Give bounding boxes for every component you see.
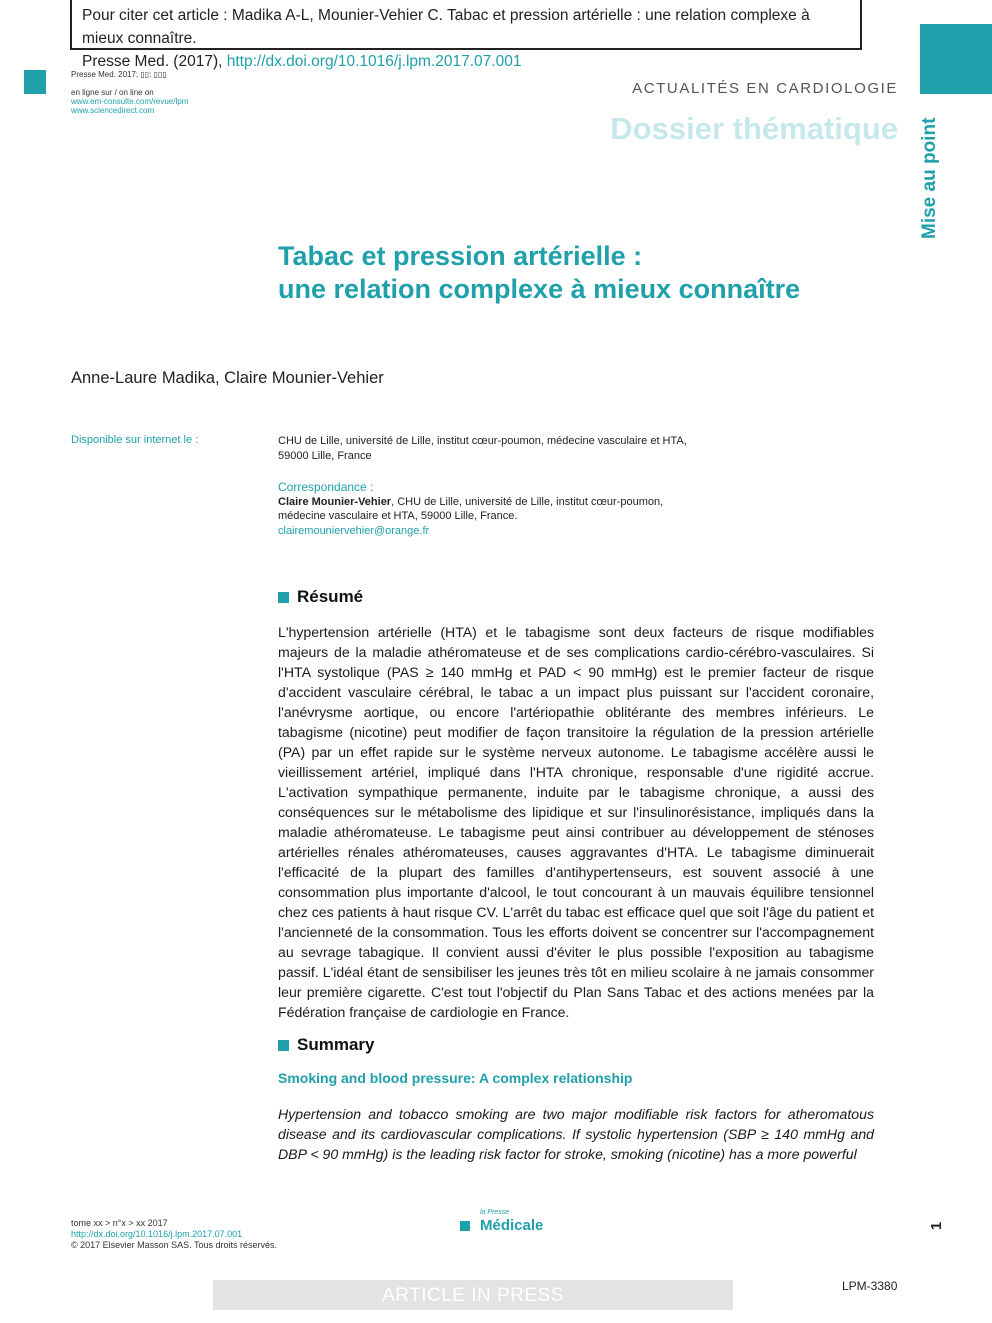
correspondence-address: , CHU de Lille, université de Lille, institut cœur-poumon, <box>391 495 664 508</box>
resume-text: L'hypertension artérielle (HTA) et le tabagisme sont deux facteurs de risque modifiables majeurs de la maladie athéromateuse et de ses complications cardio-cérébro-vasculaires. Si l'HTA systolique (PAS ≥ 140 mmHg et PAD < 90 mmHg) est le premier facteur de risque d'accident vasculaire cérébral, le tabac a un impact plus puissant sur l'accident coronaire, l'anévrysme aortique, ou encore l'artériopathie oblitérante des membres inférieurs. Le tabagisme (nicotine) peut modifier de façon transitoire la régulation de la pression artérielle (PA) par un effet rapide sur le système nerveux autonome. Le tabagisme accélère aussi le vieillissement artériel, impliqué dans l'HTA chronique, responsable d'une rigidité accrue. L'activation sympathique permanente, induite par le tabagisme chronique, a aussi des conséquences sur le métabolisme des lipidique et sur l'insulinorésistance, impliqués dans la maladie athéromateuse. Le tabagisme peut ainsi contribuer au développement de sténoses artérielles rénales athéromateuses, causes aggravantes d'HTA. Le tabagisme diminuerait l'efficacité de la plupart des familles d'antihypertenseurs, est souvent associé à une consommation plus importante d'alcool, le tout concourant à un mauvais équilibre tensionnel chez ces patients à haut risque CV. L'arrêt du tabac est efficace quel que soit l'âge du patient et l'ancienneté de la consommation. Tous les efforts doivent se concentrer sur l'accompagnement au sevrage tabagique. Il convient aussi d'éviter le plus possible l'exposition au tabagisme passif. L'idéal étant de sensibiliser les jeunes très tôt en milieu scolaire à ne jamais consommer leur première cigarette. C'est tout l'objectif du Plan Sans Tabac et des actions menées par la Fédération française de cardiologie en France. <box>278 624 874 1020</box>
footer-copyright: © 2017 Elsevier Masson SAS. Tous droits réservés. <box>71 1240 278 1250</box>
em-consulte-link[interactable]: www.em-consulte.com/revue/lpm <box>71 97 189 106</box>
citation-doi-link[interactable]: http://dx.doi.org/10.1016/j.lpm.2017.07.001 <box>226 53 522 70</box>
page-number: 1 <box>928 1221 945 1231</box>
logo-small-text: la Presse <box>480 1209 510 1216</box>
journal-issue: Presse Med. 2017; ▯▯: ▯▯▯ <box>71 70 167 79</box>
section-rubric: ACTUALITÉS EN CARDIOLOGIE <box>632 80 898 97</box>
dossier-label: Dossier thématique <box>610 111 898 146</box>
logo-wordmark <box>480 1208 543 1234</box>
citation-line1: Pour citer cet article : Madika A-L, Mounier-Vehier C. Tabac et pression artérielle : une relation complexe à mieux connaître. <box>82 7 810 47</box>
correspondence-line2: médecine vasculaire et HTA, 59000 Lille, France. <box>278 510 518 522</box>
title-line2: une relation complexe à mieux connaître <box>278 274 801 304</box>
article-code: LPM-3380 <box>842 1279 898 1293</box>
correspondence-label: Correspondance : <box>278 480 374 494</box>
footer-doi-link[interactable]: http://dx.doi.org/10.1016/j.lpm.2017.07.001 <box>71 1229 243 1239</box>
available-label: Disponible sur internet le : <box>71 434 199 446</box>
resume-heading <box>278 587 363 607</box>
citation-line2 <box>82 50 850 73</box>
heading-bullet <box>278 1040 289 1051</box>
summary-heading <box>278 1035 374 1055</box>
authors: Anne-Laure Madika, Claire Mounier-Vehier <box>71 369 384 387</box>
summary-heading-text: Summary <box>297 1035 375 1054</box>
affiliation-line1: CHU de Lille, université de Lille, institut cœur-poumon, médecine vasculaire et HTA, <box>278 435 687 447</box>
corner-tab <box>920 24 992 94</box>
footer-info <box>71 1218 277 1251</box>
journal-logo <box>460 1208 543 1234</box>
sciencedirect-link[interactable]: www.sciencedirect.com <box>71 106 155 115</box>
logo-square <box>460 1221 470 1231</box>
heading-bullet <box>278 592 289 603</box>
vertical-label: Mise au point <box>919 117 940 239</box>
title-line1: Tabac et pression artérielle : <box>278 241 643 271</box>
correspondence-email[interactable]: clairemouniervehier@orange.fr <box>278 524 430 537</box>
article-title <box>278 240 918 306</box>
journal-meta <box>71 70 188 115</box>
citation-box <box>70 0 862 70</box>
affiliation-line2: 59000 Lille, France <box>278 450 372 462</box>
online-label: en ligne sur / on line on <box>71 88 154 97</box>
correspondence <box>278 480 718 538</box>
affiliation <box>278 434 718 464</box>
article-in-press-banner: ARTICLE IN PRESS <box>213 1280 733 1310</box>
citation-journal: Presse Med. (2017), <box>82 53 227 70</box>
resume-heading-text: Résumé <box>297 587 364 606</box>
footer-tome: tome xx > n°x > xx 2017 <box>71 1218 168 1228</box>
summary-text: Hypertension and tobacco smoking are two major modifiable risk factors for atheromatous disease and its cardiovascular complications. If systolic hypertension (SBP ≥ 140 mmHg and DBP < 90 mmHg) is the leading risk factor for stroke, smoking (nicotine) has a more powerful <box>278 1106 874 1162</box>
correspondence-name: Claire Mounier-Vehier <box>278 495 392 508</box>
brand-square <box>24 70 46 94</box>
summary-subtitle: Smoking and blood pressure: A complex relationship <box>278 1070 633 1086</box>
correspondence-line1 <box>278 495 718 510</box>
logo-big-text: Médicale <box>480 1217 544 1234</box>
